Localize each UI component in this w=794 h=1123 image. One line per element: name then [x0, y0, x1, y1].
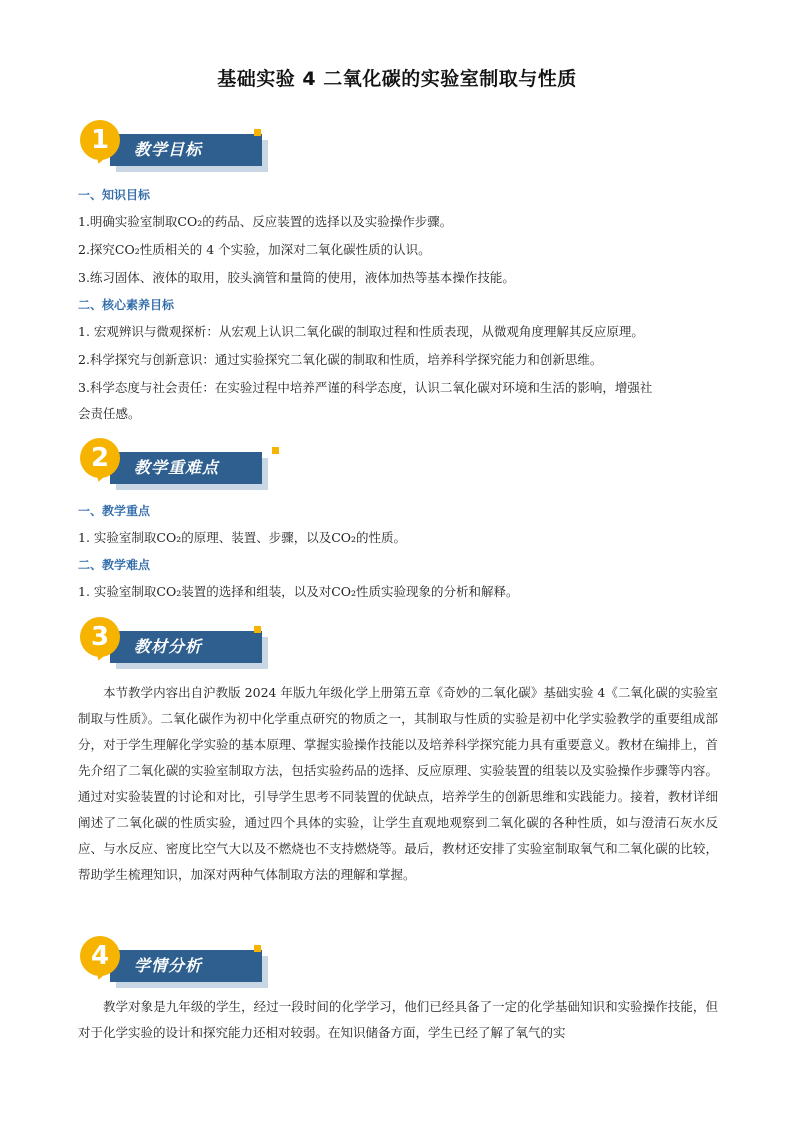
badge-number: 2: [80, 438, 120, 478]
section-badge-2: [80, 438, 270, 488]
text-line: 3.科学态度与社会责任：在实验过程中培养严谨的科学态度，认识二氧化碳对环境和生活的影响，增强社: [78, 380, 653, 395]
text-line: 2.科学探究与创新意识：通过实验探究二氧化碳的制取和性质，培养科学探究能力和创新思维。: [78, 352, 603, 367]
section-label: 教学目标: [134, 140, 203, 159]
text-line: 1.明确实验室制取CO₂的药品、反应装置的选择以及实验操作步骤。: [78, 214, 453, 229]
badge-accent-square: [254, 945, 261, 952]
badge-number: 1: [80, 120, 120, 160]
section-badge-3: [80, 617, 270, 667]
text-line: 3.练习固体、液体的取用，胶头滴管和量筒的使用，液体加热等基本操作技能。: [78, 270, 515, 285]
page-title: 基础实验 4 二氧化碳的实验室制取与性质: [217, 68, 577, 90]
text-line: 1. 实验室制取CO₂装置的选择和组装，以及对CO₂性质实验现象的分析和解释。: [78, 584, 519, 599]
text-line: 1. 实验室制取CO₂的原理、装置、步骤，以及CO₂的性质。: [78, 530, 407, 545]
section-label: 学情分析: [134, 956, 203, 975]
paragraph: 本节教学内容出自沪教版 2024 年版九年级化学上册第五章《奇妙的二氧化碳》基础实验 4《二氧化碳的实验室制取与性质》。二氧化碳作为初中化学重点研究的物质之一，其制取与性质的实验是初中化学实验教学的重要组成部分，对于学生理解化学实验的基本原理、掌握实验操作技能以及培养科学探究能力具有重要意义。教材在编排上，首先介绍了二氧化碳的实验室制取方法，包括实验药品的选择、反应原理、实验装置的组装以及实验操作步骤等内容。通过对实验装置的讨论和对比，引导学生思考不同装置的优缺点，培养学生的创新思维和实践能力。接着，教材详细阐述了二氧化碳的性质实验，通过四个具体的实验，让学生直观地观察到二氧化碳的各种性质，如与澄清石灰水反应、与水反应、密度比空气大以及不燃烧也不支持燃烧等。最后，教材还安排了实验室制取氧气和二氧化碳的比较，帮助学生梳理知识，加深对两种气体制取方法的理解和掌握。: [78, 685, 718, 882]
badge-number: 3: [80, 617, 120, 657]
text-line: 2.探究CO₂性质相关的 4 个实验，加深对二氧化碳性质的认识。: [78, 242, 431, 257]
badge-accent-square: [254, 626, 261, 633]
section-label: 教材分析: [134, 637, 203, 656]
group-heading: 一、教学重点: [78, 504, 151, 518]
group-heading: 一、知识目标: [78, 188, 151, 202]
group-heading: 二、教学难点: [78, 558, 151, 572]
section-label: 教学重难点: [134, 458, 220, 477]
badge-number: 4: [80, 936, 120, 976]
section-badge-1: [80, 120, 270, 170]
group-heading: 二、核心素养目标: [78, 298, 175, 312]
badge-accent-square: [272, 447, 279, 454]
text-line: 1. 宏观辨识与微观探析：从宏观上认识二氧化碳的制取过程和性质表现，从微观角度理解其反应原理。: [78, 324, 644, 339]
badge-accent-square: [254, 129, 261, 136]
text-line: 会责任感。: [78, 406, 141, 421]
section-badge-4: [80, 936, 270, 986]
paragraph: 教学对象是九年级的学生，经过一段时间的化学学习，他们已经具备了一定的化学基础知识和实验操作技能，但对于化学实验的设计和探究能力还相对较弱。在知识储备方面，学生已经了解了氧气的实: [78, 999, 718, 1040]
